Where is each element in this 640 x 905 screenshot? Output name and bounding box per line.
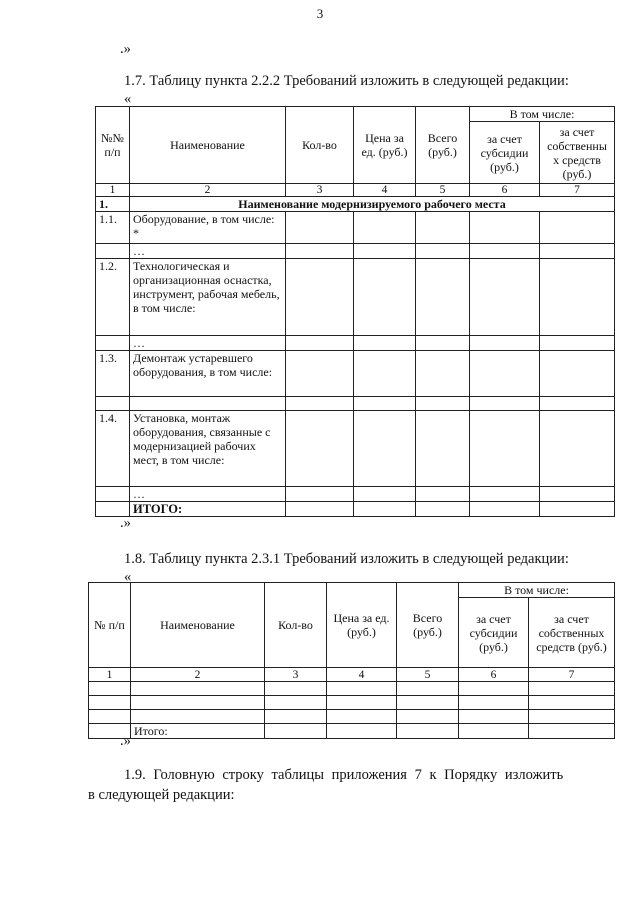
col-number: 7 [529, 668, 615, 682]
header-qty: Кол-во [286, 107, 354, 184]
header-including: В том числе: [470, 107, 615, 122]
row-num [96, 244, 130, 259]
total-row [89, 724, 615, 739]
col-number: 6 [459, 668, 529, 682]
col-number: 3 [265, 668, 327, 682]
table-row [96, 336, 615, 351]
header-total: Всего (руб.) [397, 583, 459, 668]
col-number: 4 [354, 184, 416, 197]
row-num [96, 336, 130, 351]
table-row [96, 397, 615, 411]
row-num: 1.4. [96, 411, 130, 487]
header-own-funds: за счет собственны х средств (руб.) [540, 122, 615, 184]
row-name: … [130, 336, 286, 351]
section-num: 1. [96, 197, 130, 212]
opening-quote: « [124, 569, 132, 585]
col-number: 1 [96, 184, 130, 197]
header-name: Наименование [131, 583, 265, 668]
paragraph-1-9-line1: 1.9. Головную строку таблицы приложения 7 к Порядку изложить [124, 767, 564, 783]
header-including: В том числе: [459, 583, 615, 598]
table-row [89, 710, 615, 724]
table-2-2-2 [95, 106, 615, 517]
table-row [96, 244, 615, 259]
paragraph-1-9-line2: в следующей редакции: [88, 787, 235, 803]
row-name: Оборудование, в том числе: * [130, 212, 286, 244]
table-row [96, 411, 615, 487]
col-number: 2 [131, 668, 265, 682]
header-total: Всего (руб.) [416, 107, 470, 184]
header-price: Цена за ед. (руб.) [354, 107, 416, 184]
header-own-funds: за счет собственных средств (руб.) [529, 598, 615, 668]
header-name: Наименование [130, 107, 286, 184]
closing-quote: .» [120, 733, 131, 749]
header-price: Цена за ед. (руб.) [327, 583, 397, 668]
total-label: ИТОГО: [130, 502, 286, 517]
table-2-3-1 [88, 582, 615, 739]
row-num: 1.2. [96, 259, 130, 336]
col-number: 5 [416, 184, 470, 197]
table-row [96, 212, 615, 244]
table-row [89, 696, 615, 710]
page-number: 3 [316, 6, 324, 21]
paragraph-1-8: 1.8. Таблицу пункта 2.3.1 Требований изложить в следующей редакции: [124, 551, 569, 567]
row-num [96, 487, 130, 502]
table-row [96, 351, 615, 397]
col-number: 7 [540, 184, 615, 197]
row-num [96, 397, 130, 411]
table-row [89, 682, 615, 696]
paragraph-1-7: 1.7. Таблицу пункта 2.2.2 Требований изложить в следующей редакции: [124, 73, 569, 89]
header-subsidy: за счет субсидии (руб.) [459, 598, 529, 668]
row-name: … [130, 244, 286, 259]
row-name: … [130, 487, 286, 502]
closing-quote: .» [120, 41, 131, 57]
col-number: 1 [89, 668, 131, 682]
opening-quote: « [124, 91, 132, 107]
row-name: Демонтаж устаревшего оборудования, в том числе: [130, 351, 286, 397]
header-num: №№ п/п [96, 107, 130, 184]
header-qty: Кол-во [265, 583, 327, 668]
col-number: 4 [327, 668, 397, 682]
header-subsidy: за счет субсидии (руб.) [470, 122, 540, 184]
col-number: 5 [397, 668, 459, 682]
row-name: Технологическая и организационная оснастка, инструмент, рабочая мебель, в том числе: [130, 259, 286, 336]
col-number: 3 [286, 184, 354, 197]
total-row [96, 502, 615, 517]
closing-quote: .» [120, 515, 131, 531]
table-row [96, 487, 615, 502]
table-row [96, 259, 615, 336]
section-title: Наименование модернизируемого рабочего места [130, 197, 615, 212]
col-number: 6 [470, 184, 540, 197]
header-num: № п/п [89, 583, 131, 668]
col-number: 2 [130, 184, 286, 197]
total-label: Итого: [131, 724, 265, 739]
row-num: 1.3. [96, 351, 130, 397]
row-name: Установка, монтаж оборудования, связанные с модернизацией рабочих мест, в том числе: [130, 411, 286, 487]
row-name [130, 397, 286, 411]
row-num: 1.1. [96, 212, 130, 244]
